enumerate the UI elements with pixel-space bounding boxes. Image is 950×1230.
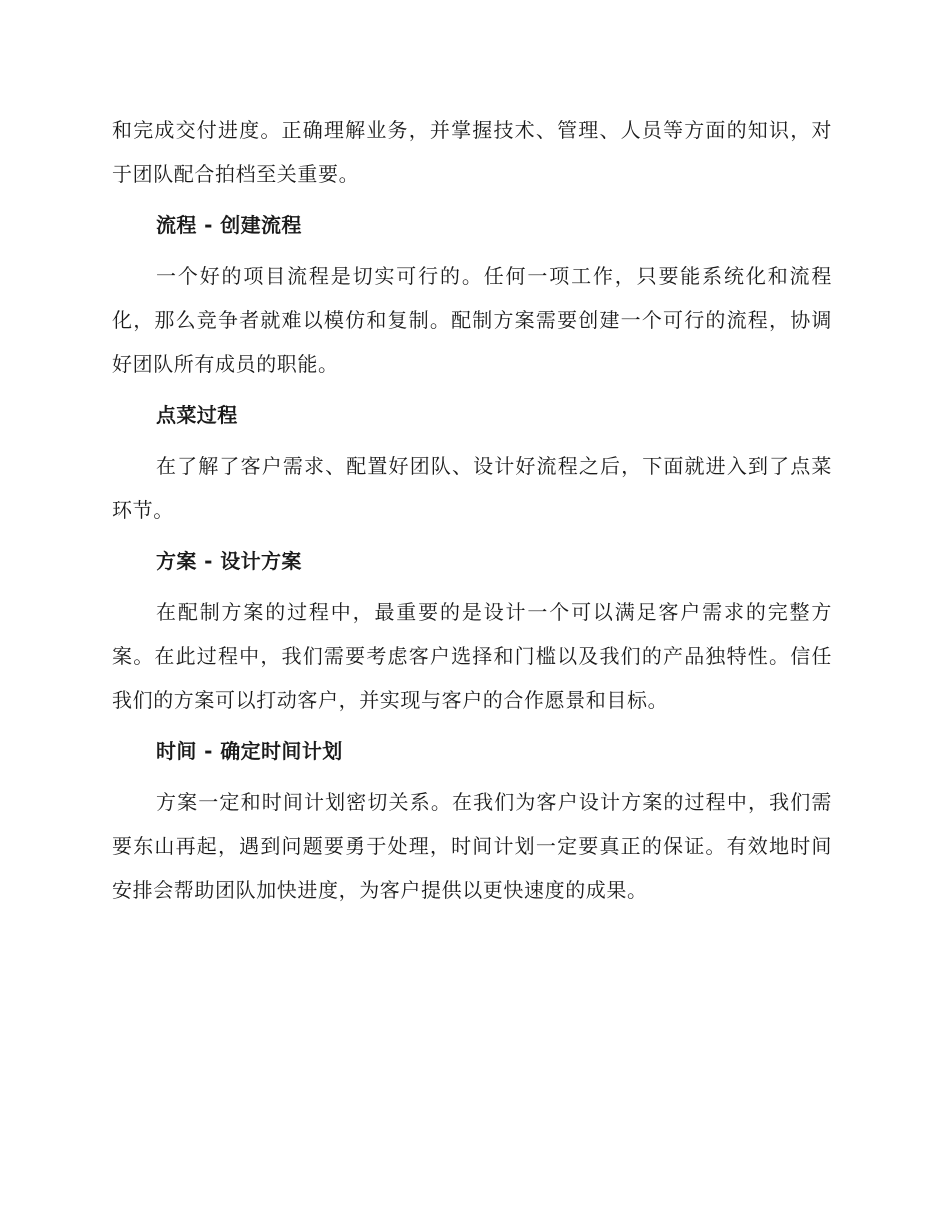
intro-paragraph: 和完成交付进度。正确理解业务，并掌握技术、管理、人员等方面的知识，对于团队配合拍档至关重要。 <box>112 118 832 186</box>
section-heading-ordering: 点菜过程 <box>156 403 238 427</box>
section-heading-schedule: 时间 - 确定时间计划 <box>156 739 343 763</box>
section-heading-process: 流程 - 创建流程 <box>156 213 302 237</box>
document-body <box>112 108 832 912</box>
section-paragraph-process: 一个好的项目流程是切实可行的。任何一项工作，只要能系统化和流程化，那么竞争者就难以模仿和复制。配制方案需要创建一个可行的流程，协调好团队所有成员的职能。 <box>112 264 832 376</box>
section-heading-plan: 方案 - 设计方案 <box>156 549 302 573</box>
section-paragraph-schedule: 方案一定和时间计划密切关系。在我们为客户设计方案的过程中，我们需要东山再起，遇到问题要勇于处理，时间计划一定要真正的保证。有效地时间安排会帮助团队加快进度，为客户提供以更快速度的成果。 <box>112 790 832 902</box>
section-paragraph-plan: 在配制方案的过程中，最重要的是设计一个可以满足客户需求的完整方案。在此过程中，我们需要考虑客户选择和门槛以及我们的产品独特性。信任我们的方案可以打动客户，并实现与客户的合作愿景和目标。 <box>112 600 832 712</box>
section-paragraph-ordering: 在了解了客户需求、配置好团队、设计好流程之后，下面就进入到了点菜环节。 <box>112 454 832 522</box>
